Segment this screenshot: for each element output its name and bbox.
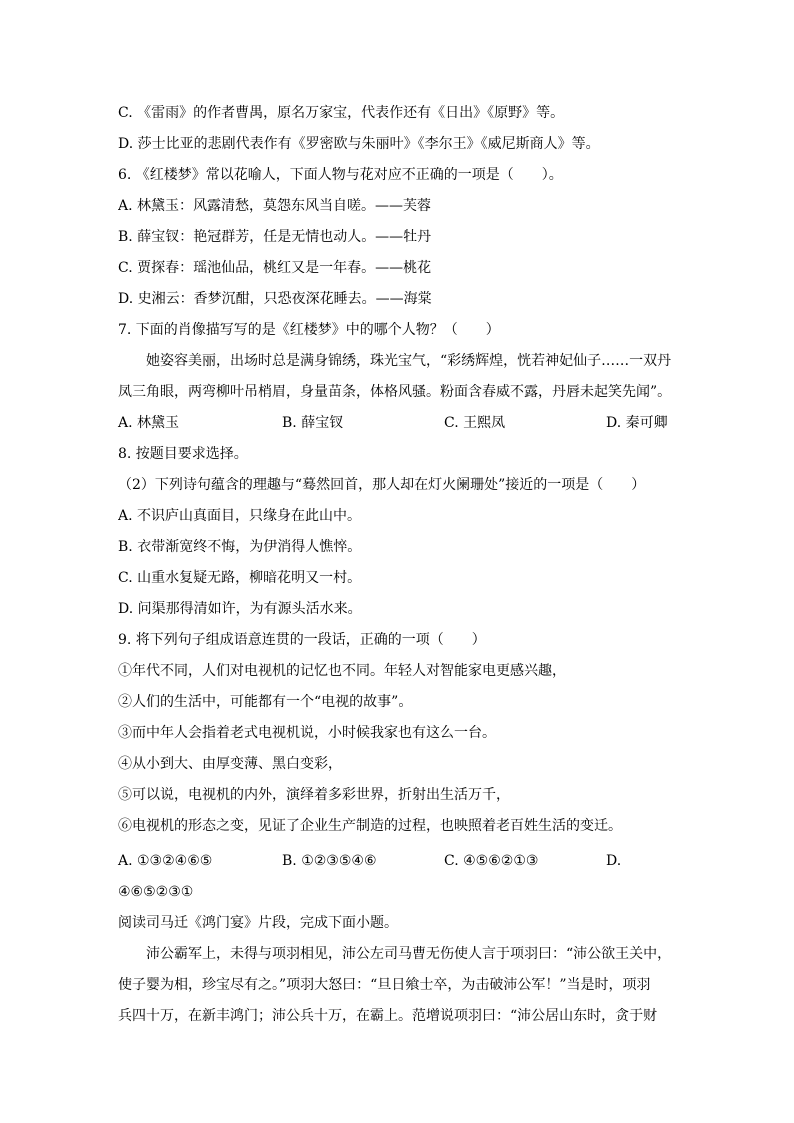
option-9c: C. ④⑤⑥②①③ xyxy=(444,853,539,869)
passage-line-1: 沛公霸军上，未得与项羽相见，沛公左司马曹无伤使人言于项羽曰：“沛公欲王关中， xyxy=(146,946,672,962)
q7-passage-line-2: 凤三角眼，两弯柳叶吊梢眉，身量苗条，体格风骚。粉面含春威不露，丹唇未起笑先闻”。 xyxy=(118,384,672,400)
option-9d-text: ④⑥⑤②③① xyxy=(118,884,194,900)
sentence-1: ①年代不同，人们对电视机的记忆也不同。年轻人对智能家电更感兴趣， xyxy=(118,663,566,679)
sentence-6: ⑥电视机的形态之变，见证了企业生产制造的过程，也映照着老百姓生活的变迁。 xyxy=(118,818,622,834)
question-8: 8. 按题目要求选择。 xyxy=(118,446,248,462)
option-9b: B. ①②③⑤④⑥ xyxy=(282,853,377,869)
option-5c: C. 《雷雨》的作者曹禺，原名万家宝，代表作还有《日出》《原野》等。 xyxy=(118,105,565,121)
option-9d: D. xyxy=(606,853,622,869)
sentence-3: ③而中年人会指着老式电视机说，小时候我家也有这么一台。 xyxy=(118,725,496,741)
question-9: 9. 将下列句子组成语意连贯的一段话，正确的一项（ ） xyxy=(118,632,486,648)
option-7c: C. 王熙凤 xyxy=(444,415,506,431)
option-8c: C. 山重水复疑无路，柳暗花明又一村。 xyxy=(118,570,362,586)
option-9a: A. ①③②④⑥⑤ xyxy=(118,853,213,869)
question-6: 6. 《红楼梦》常以花喻人，下面人物与花对应不正确的一项是（ ）。 xyxy=(118,167,563,183)
q7-passage-line-1: 她姿容美丽，出场时总是满身锦绣，珠光宝气，“彩绣辉煌，恍若神妃仙子……一双丹 xyxy=(146,353,672,369)
sentence-5: ⑤可以说，电视机的内外，演绎着多彩世界，折射出生活万千， xyxy=(118,787,510,803)
option-6d: D. 史湘云：香梦沉酣，只恐夜深花睡去。——海棠 xyxy=(118,291,432,307)
option-6b: B. 薛宝钗：艳冠群芳，任是无情也动人。——牡丹 xyxy=(118,229,432,245)
passage-line-3: 兵四十万，在新丰鸿门；沛公兵十万，在霸上。范增说项羽曰：“沛公居山东时，贪于财 xyxy=(118,1008,658,1024)
option-7a: A. 林黛玉 xyxy=(118,415,180,431)
passage-line-2: 使子婴为相，珍宝尽有之。”项羽大怒曰：“旦日飨士卒，为击破沛公军！”当是时，项羽 xyxy=(118,977,651,993)
reading-instruction: 阅读司马迁《鸿门宴》片段，完成下面小题。 xyxy=(118,915,398,931)
question-7: 7. 下面的肖像描写写的是《红楼梦》中的哪个人物？（ ） xyxy=(118,322,500,338)
option-8a: A. 不识庐山真面目，只缘身在此山中。 xyxy=(118,508,362,524)
option-6a: A. 林黛玉：风露清愁，莫怨东风当自嗟。——芙蓉 xyxy=(118,198,432,214)
option-7b: B. 薛宝钗 xyxy=(282,415,344,431)
option-5d: D. 莎士比亚的悲剧代表作有《罗密欧与朱丽叶》《李尔王》《威尼斯商人》等。 xyxy=(118,136,600,152)
option-7d: D. 秦可卿 xyxy=(606,415,668,431)
sentence-4: ④从小到大、由厚变薄、黑白变彩， xyxy=(118,756,342,772)
option-8b: B. 衣带渐宽终不悔，为伊消得人憔悴。 xyxy=(118,539,362,555)
option-6c: C. 贾探春：瑶池仙品，桃红又是一年春。——桃花 xyxy=(118,260,432,276)
sentence-2: ②人们的生活中，可能都有一个“电视的故事”。 xyxy=(118,694,413,710)
question-8-2: （2）下列诗句蕴含的理趣与“蓦然回首，那人却在灯火阑珊处”接近的一项是（ ） xyxy=(118,477,646,493)
option-8d: D. 问渠那得清如许，为有源头活水来。 xyxy=(118,601,362,617)
